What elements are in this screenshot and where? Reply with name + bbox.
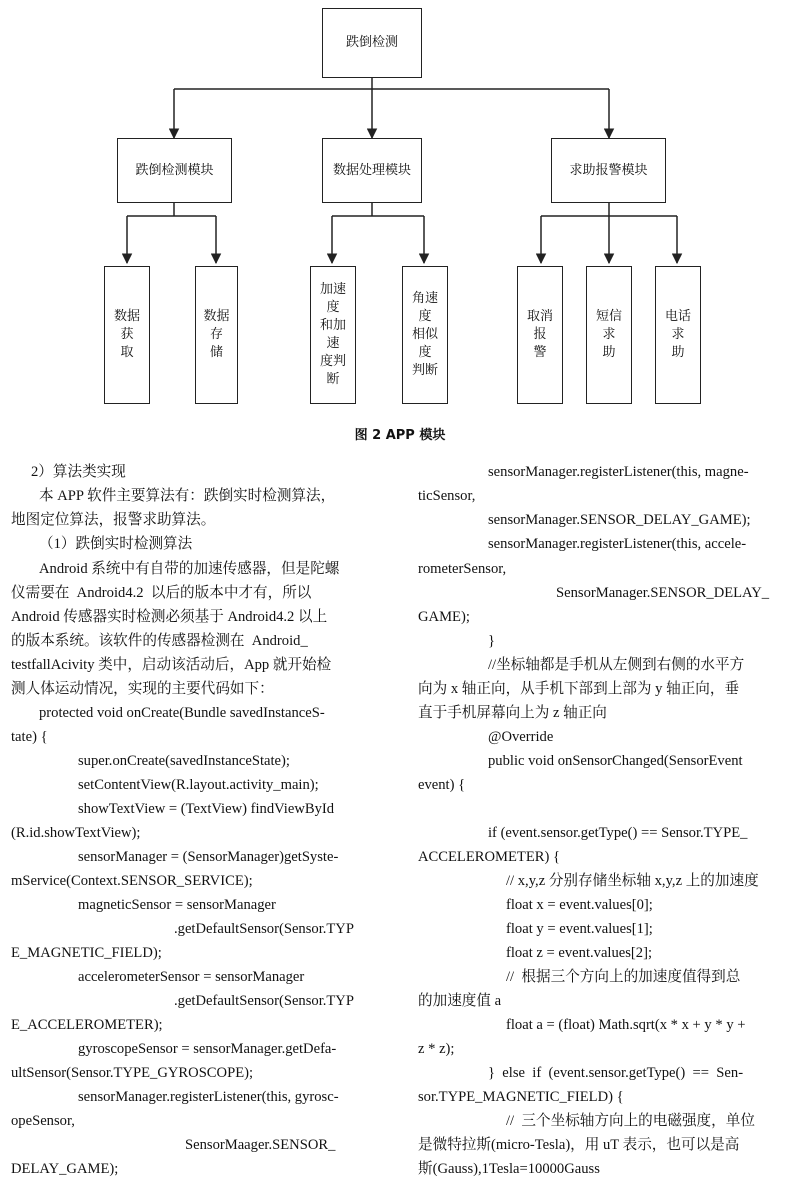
code-line: E_MAGNETIC_FIELD); (11, 945, 162, 961)
code-line: z * z); (418, 1041, 455, 1057)
code-line: sor.TYPE_MAGNETIC_FIELD) { (418, 1089, 624, 1105)
paragraph-line: 地图定位算法，报警求助算法。 (11, 512, 216, 528)
code-line: super.onCreate(savedInstanceState); (78, 753, 290, 769)
code-line: accelerometerSensor = sensorManager (78, 969, 305, 985)
paragraph-line: 测人体运动情况，实现的主要代码如下： (11, 681, 274, 697)
code-line: } (488, 633, 496, 649)
code-line: magneticSensor = sensorManager (78, 897, 276, 913)
leaf-node-acceleration-judge: 加速度 和加速 度判断 (310, 266, 356, 404)
figure-caption: 图 2 APP 模块 (354, 428, 446, 443)
code-line: float z = event.values[2]; (506, 945, 653, 961)
code-line: ultSensor(Sensor.TYPE_GYROSCOPE); (11, 1065, 254, 1081)
code-line: } else if (event.sensor.getType() == Sen- (488, 1065, 744, 1081)
code-comment-line: 直于手机屏幕向上为 z 轴正向 (418, 705, 607, 721)
code-line: event) { (418, 777, 466, 793)
paragraph-line: testfallAcivity 类中，启动该活动后，App 就开始检 (11, 657, 332, 673)
code-line: @Override (488, 729, 554, 745)
code-line: (R.id.showTextView); (11, 825, 141, 841)
code-line: mService(Context.SENSOR_SERVICE); (11, 873, 253, 889)
code-line: protected void onCreate(Bundle savedInstanceS- (39, 705, 325, 721)
code-comment-line: // x,y,z 分别存储坐标轴 x,y,z 上的加速度 (506, 873, 759, 889)
code-line: .getDefaultSensor(Sensor.TYP (174, 921, 354, 937)
code-line: rometerSensor, (418, 561, 507, 577)
code-comment-line: //坐标轴都是手机从左侧到右侧的水平方 (488, 657, 745, 673)
code-line: if (event.sensor.getType() == Sensor.TYPE_ (488, 825, 748, 841)
code-line: float y = event.values[1]; (506, 921, 653, 937)
paragraph-line: Android 系统中有自带的加速传感器，但是陀螺 (39, 561, 340, 577)
module-node-fall-detection: 跌倒检测模块 (117, 138, 232, 203)
code-line: setContentView(R.layout.activity_main); (78, 777, 319, 793)
code-line: sensorManager = (SensorManager)getSyste- (78, 849, 339, 865)
code-line: SensorMaager.SENSOR_ (185, 1137, 336, 1153)
leaf-node-angular-velocity-judge: 角速度 相似度 判断 (402, 266, 448, 404)
code-line: DELAY_GAME); (11, 1161, 119, 1177)
code-comment-line: 向为 x 轴正向，从手机下部到上部为 y 轴正向，垂 (418, 681, 740, 697)
code-line: E_ACCELEROMETER); (11, 1017, 163, 1033)
code-line: GAME); (418, 609, 470, 625)
app-module-diagram (0, 0, 800, 420)
leaf-node-data-acquire: 数据获 取 (104, 266, 150, 404)
code-line: gyroscopeSensor = sensorManager.getDefa- (78, 1041, 337, 1057)
subsection-heading: （1）跌倒实时检测算法 (39, 536, 193, 552)
module-node-alarm-help: 求助报警模块 (551, 138, 666, 203)
paragraph-line: 仪需要在 Android4.2 以后的版本中才有，所以 (11, 585, 312, 601)
module-node-data-processing: 数据处理模块 (322, 138, 422, 203)
code-line: SensorManager.SENSOR_DELAY_ (556, 585, 770, 601)
paragraph-line: Android 传感器实时检测必须基于 Android4.2 以上 (11, 609, 328, 625)
code-line: public void onSensorChanged(SensorEvent (488, 753, 743, 769)
leaf-node-cancel-alarm: 取消报 警 (517, 266, 563, 404)
leaf-node-phone-help: 电话求 助 (655, 266, 701, 404)
code-line: ACCELEROMETER) { (418, 849, 560, 865)
code-comment-line: 是微特拉斯(micro-Tesla)，用 uT 表示，也可以是高 (418, 1137, 740, 1153)
code-comment-line: // 三个坐标轴方向上的电磁强度，单位 (506, 1113, 755, 1129)
code-line: ticSensor, (418, 488, 476, 504)
code-line: sensorManager.SENSOR_DELAY_GAME); (488, 512, 751, 528)
code-line: sensorManager.registerListener(this, accele- (488, 536, 747, 552)
code-comment-line: 斯(Gauss),1Tesla=10000Gauss (418, 1161, 600, 1177)
leaf-node-sms-help: 短信求 助 (586, 266, 632, 404)
section-heading: 2）算法类实现 (31, 464, 126, 480)
code-line: tate) { (11, 729, 48, 745)
code-line: .getDefaultSensor(Sensor.TYP (174, 993, 354, 1009)
code-comment-line: // 根据三个方向上的加速度值得到总 (506, 969, 741, 985)
code-line: opeSensor, (11, 1113, 75, 1129)
paragraph-line: 本 APP 软件主要算法有：跌倒实时检测算法， (39, 488, 336, 504)
code-line: float a = (float) Math.sqrt(x * x + y * y + (506, 1017, 746, 1033)
paragraph-line: 的版本系统。该软件的传感器检测在 Android_ (11, 633, 308, 649)
code-line: float x = event.values[0]; (506, 897, 653, 913)
code-line: sensorManager.registerListener(this, magne- (488, 464, 749, 480)
leaf-node-data-store: 数据存 储 (195, 266, 238, 404)
code-line: showTextView = (TextView) findViewById (78, 801, 335, 817)
code-line: sensorManager.registerListener(this, gyrosc- (78, 1089, 339, 1105)
code-comment-line: 的加速度值 a (418, 993, 502, 1009)
root-node: 跌倒检测 (322, 8, 422, 78)
